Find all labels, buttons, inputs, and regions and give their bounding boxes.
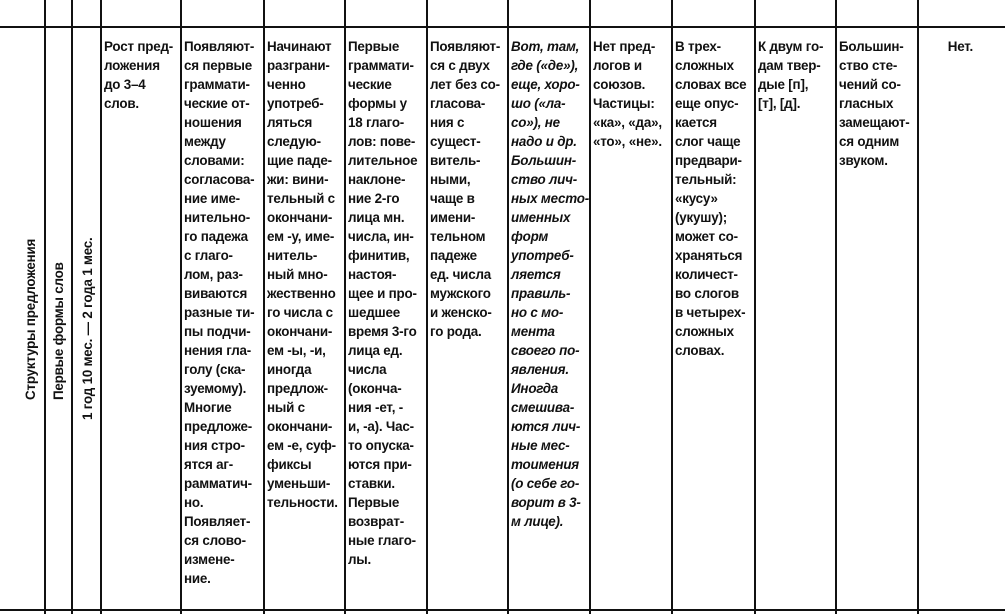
row-header-sentence-structure: Структуры предложения	[23, 238, 38, 400]
cell-noun-cases: Начинают разграни- ченно употреб- ляться следую- щие паде- жи: вини- тельный с окончани- ем -у, име- нитель- ный мно- жественно го числа с окончани- ем -ы, -и, иногда предлож- ный с окончани- ем -е, суф- фиксы уменьши- тельности.	[267, 39, 338, 510]
cell-syllable-structure: В трех- сложных словах все еще опус- кается слог чаще предвари- тельный: «кусу» (укушу); может со- храняться количест- во слогов в четырех- сложных словах.	[675, 39, 747, 358]
column-divider	[671, 0, 673, 614]
cell-adverbs-pronouns: Вот, там, где («де»), еще, хоро- шо («ла- со»), не надо и др. Большин- ство лич- ных место- именных форм употреб- ляется правиль- но с мо- мента своего по- явления. Иногда смешива- ются лич- ные мес- тоимения (о себе го- ворит в 3- м лице).	[511, 39, 590, 529]
cell-none: Нет.	[947, 39, 973, 54]
table-bottom-border	[0, 609, 1005, 611]
table-top-border	[0, 26, 1005, 28]
column-divider	[71, 0, 73, 614]
column-divider	[100, 0, 102, 614]
column-divider	[754, 0, 756, 614]
column-divider	[917, 0, 919, 614]
column-divider	[44, 0, 46, 614]
cell-consonant-clusters: Большин- ство сте- чений со- гласных замещают- ся одним звуком.	[839, 39, 910, 168]
cell-sentence-growth: Рост пред- ложения до 3–4 слов.	[104, 39, 174, 111]
cell-hard-consonants: К двум го- дам твер- дые [п], [т], [д].	[758, 39, 824, 111]
column-divider	[263, 0, 265, 614]
row-header-age-range: 1 год 10 мес. — 2 года 1 мес.	[80, 237, 95, 420]
cell-verb-forms: Первые граммати- ческие формы у 18 глаго- лов: пове- лительное наклоне- ние 2-го лица мн. числа, ин- финитив, настоя- щее и про- шедшее время 3-го лица ед. числа (оконча- ния -ет, - и, -а). Час- то опуска- ются при- ставки. Первые возврат- ные глаго- лы.	[348, 39, 418, 567]
column-divider	[589, 0, 591, 614]
row-header-first-word-forms: Первые формы слов	[51, 262, 66, 400]
column-divider	[507, 0, 509, 614]
column-divider	[180, 0, 182, 614]
cell-grammatical-relations: Появляют- ся первые граммати- ческие от- ношения между словами: согласова- ние име- нительно- го падежа с глаго- лом, раз- виваются разные ти- пы подчи- нения гла- голу (ска- зуемому). Многие предложе- ния стро- ятся аг- рамматич- но. Появляет- ся слово- измене- ние.	[184, 39, 255, 586]
column-divider	[344, 0, 346, 614]
column-divider	[835, 0, 837, 614]
cell-prepositions-particles: Нет пред- логов и союзов. Частицы: «ка», «да», «то», «не».	[593, 39, 662, 149]
cell-adjectives: Появляют- ся с двух лет без со- гласова- ния с сущест- витель- ными, чаще в имени- тельном падеже ед. числа мужского и женско- го рода.	[430, 39, 501, 339]
column-divider	[426, 0, 428, 614]
